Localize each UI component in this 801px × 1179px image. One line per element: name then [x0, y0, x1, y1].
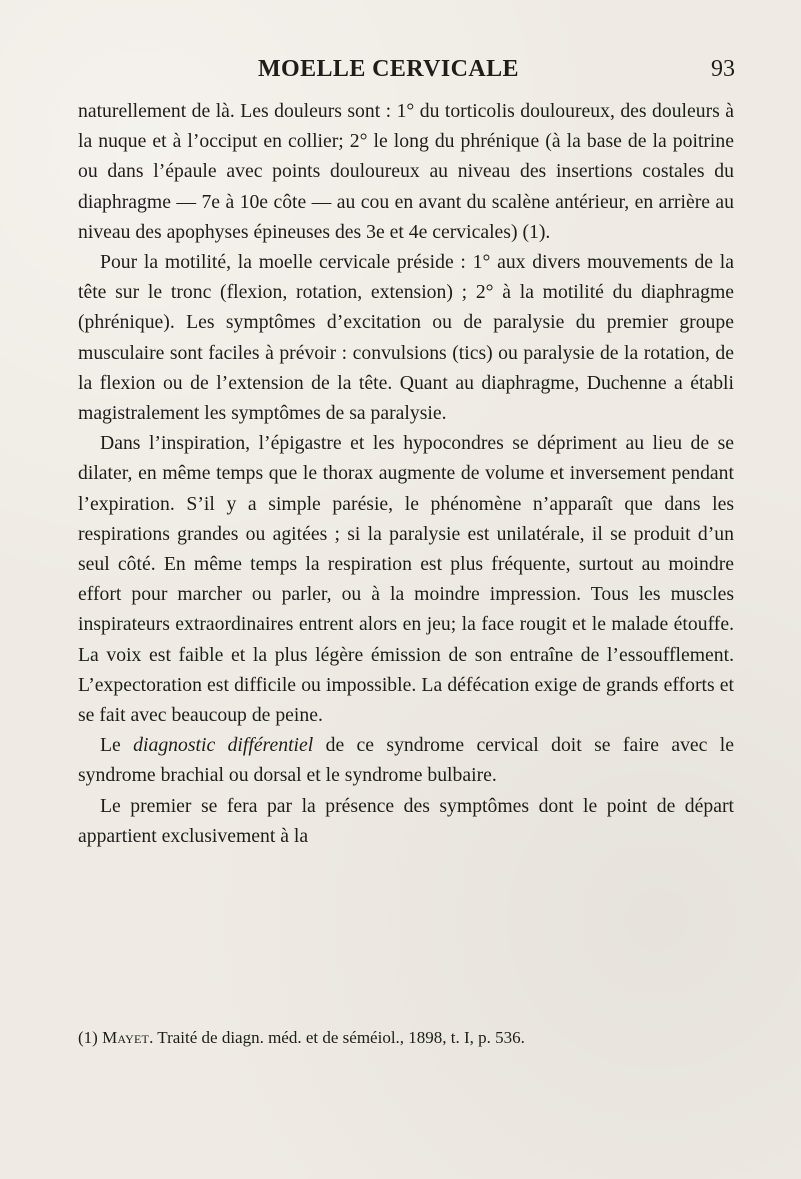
paragraph-4-prefix: Le	[100, 734, 134, 757]
page-number: 93	[711, 56, 735, 82]
page-title: MOELLE CERVICALE	[258, 56, 519, 82]
main-text	[78, 96, 734, 851]
paragraph-4-suffix: de ce syndrome cervical doit se faire avec le syndrome brachial ou dorsal et le syndrome bulbaire.	[78, 734, 734, 787]
paragraph-5: Le premier se fera par la présence des symptômes dont le point de départ appartient exclusivement à la	[78, 794, 734, 847]
paragraph-3: Dans l’inspiration, l’épigastre et les hypocondres se dépriment au lieu de se dilater, en même temps que le thorax augmente de volume et inversement pendant l’expiration. S’il y a simple parésie, le phénomène n’apparaît que dans les respirations grandes ou agitées ; si la paralysie est unilatérale, il se produit d’un seul côté. En même temps la respiration est plus fréquente, surtout au moindre effort pour marcher ou parler, ou à la moindre impression. Tous les muscles inspirateurs extraordinaires entrent alors en jeu; la face rougit et le malade étouffe. La voix est faible et la plus légère émission de son entraîne de l’essoufflement. L’expectoration est difficile ou impossible. La défécation exige de grands efforts et se fait avec beaucoup de peine.	[78, 432, 734, 727]
footnote	[78, 1026, 734, 1050]
paragraph-2: Pour la motilité, la moelle cervicale préside : 1° aux divers mouvements de la tête sur le tronc (flexion, rotation, extension) ; 2° à la motilité du diaphragme (phrénique). Les symptômes d’excitation ou de paralysie du premier groupe musculaire sont faciles à prévoir : convulsions (tics) ou paralysie de la rotation, de la flexion ou de l’extension de la tête. Quant au diaphragme, Duchenne a établi magistralement les symptômes de sa paralysie.	[78, 251, 734, 425]
diagnostic-differentiel-emphasis: diagnostic différentiel	[133, 734, 314, 757]
footnote-author: Mayet	[102, 1028, 150, 1047]
footnote-marker: (1)	[78, 1028, 103, 1047]
paragraph-1: naturellement de là. Les douleurs sont : 1° du torticolis douloureux, des douleurs à la nuque et à l’occiput en collier; 2° le long du phrénique (à la base de la poitrine ou dans l’épaule avec points douloureux au niveau des insertions costales du diaphragme — 7e à 10e côte — au cou en avant du scalène antérieur, en arrière au niveau des apophyses épineuses des 3e et 4e cervicales) (1).	[78, 100, 734, 243]
running-header	[78, 56, 735, 84]
footnote-text: . Traité de diagn. méd. et de séméiol., 1898, t. I, p. 536.	[149, 1028, 525, 1047]
paragraph-4	[78, 730, 734, 790]
